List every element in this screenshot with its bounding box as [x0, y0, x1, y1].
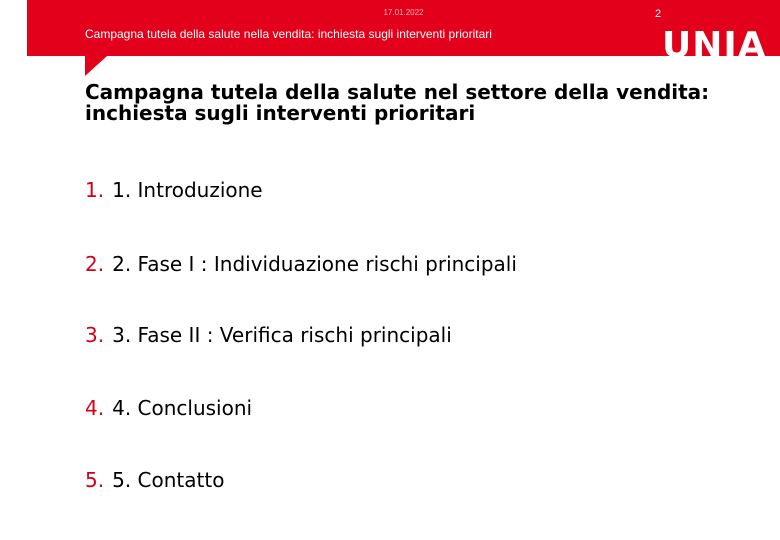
- slide-title: Campagna tutela della salute nel settore della vendita: inchiesta sugli interventi prioritari: [85, 80, 710, 125]
- toc-item-number: 5.: [85, 468, 105, 492]
- toc-item-fase-1: [85, 252, 517, 276]
- header-subtitle: Campagna tutela della salute nella vendita: inchiesta sugli interventi prioritari: [85, 27, 492, 41]
- unia-logo: [660, 17, 780, 61]
- toc-item-number: 4.: [85, 396, 105, 420]
- header-bar: [27, 0, 780, 61]
- svg-text:UNIA: UNIA: [662, 25, 767, 61]
- toc-item-label: 1. Introduzione: [112, 178, 263, 202]
- toc-item-number: 1.: [85, 178, 105, 202]
- toc-item-contatto: [85, 468, 224, 492]
- header-accent: [85, 56, 107, 76]
- toc-item-fase-2: [85, 323, 452, 347]
- toc-item-label: 5. Contatto: [112, 468, 225, 492]
- toc-item-conclusioni: [85, 396, 252, 420]
- slide-page-number: 2: [655, 8, 662, 20]
- toc-item-number: 2.: [85, 252, 105, 276]
- toc-item-introduzione: [85, 178, 263, 202]
- toc-item-number: 3.: [85, 323, 105, 347]
- toc-item-label: 2. Fase I : Individuazione rischi principali: [112, 252, 517, 276]
- toc-item-label: 4. Conclusioni: [112, 396, 253, 420]
- toc-item-label: 3. Fase II : Verifica rischi principali: [112, 323, 452, 347]
- slide-date: 17.01.2022: [383, 8, 424, 17]
